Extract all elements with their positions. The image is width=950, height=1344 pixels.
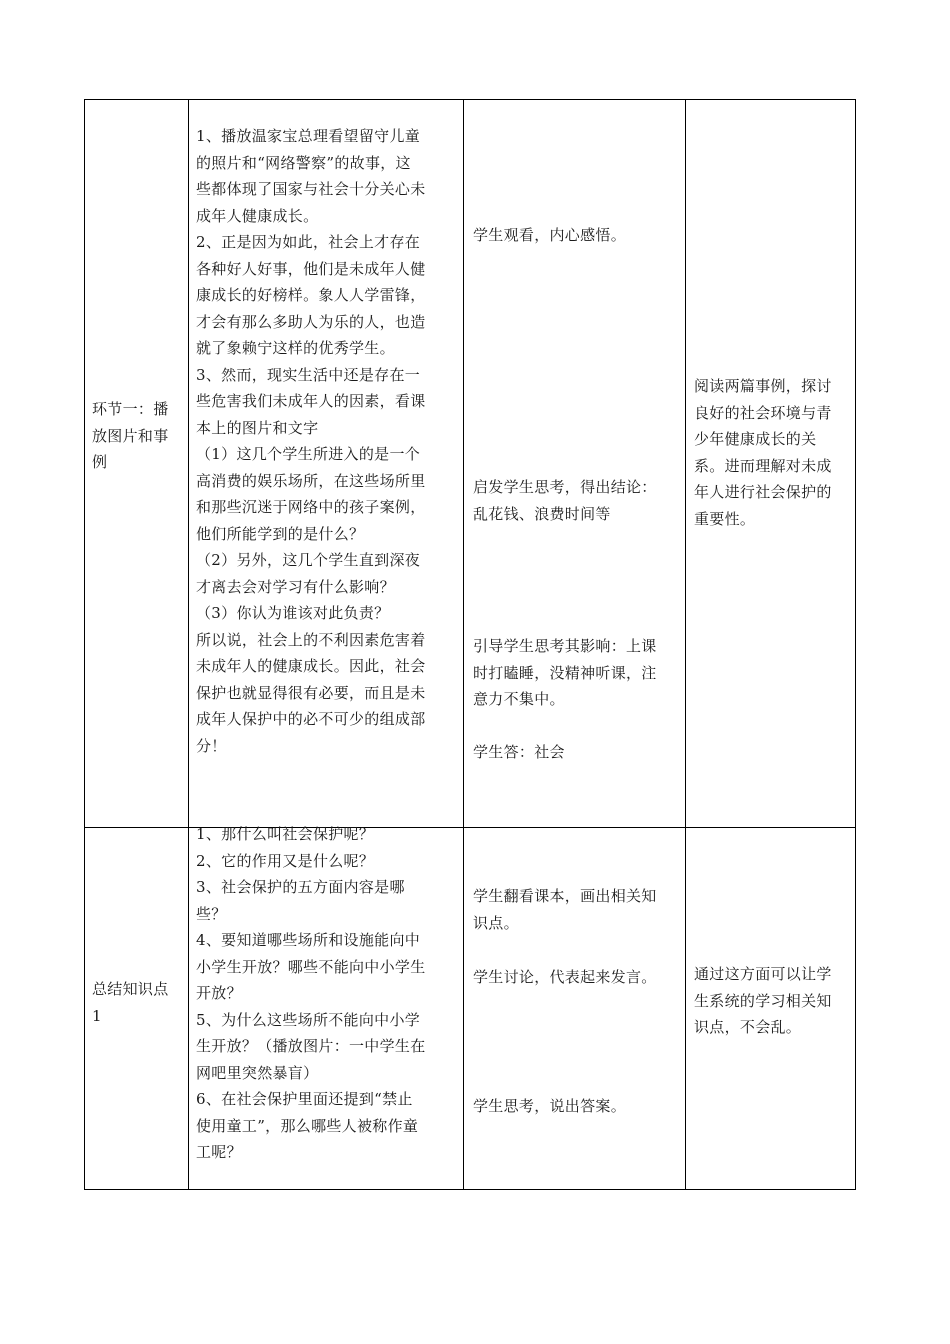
stage-line: 1 bbox=[92, 1006, 102, 1025]
stage-line: 放图片和事 bbox=[92, 426, 169, 445]
row2-student-block bbox=[473, 1093, 626, 1120]
lesson-plan-table bbox=[84, 99, 856, 1190]
teacher-line: 就了象赖宁这样的优秀学生。 bbox=[196, 339, 395, 357]
column-divider bbox=[188, 99, 189, 1190]
teacher-line: 2、正是因为如此，社会上才存在 bbox=[196, 233, 421, 251]
teacher-line: 1、那什么叫社会保护呢？ bbox=[196, 825, 375, 843]
purpose-line: 重要性。 bbox=[694, 509, 756, 528]
student-line: 学生翻看课本，画出相关知 bbox=[473, 887, 657, 905]
student-line: 学生讨论，代表起来发言。 bbox=[473, 968, 657, 986]
teacher-line: 保护也就显得很有必要，而且是未 bbox=[196, 683, 426, 702]
row2-purpose-cell bbox=[694, 961, 832, 1041]
teacher-line: 和那些沉迷于网络中的孩子案例， bbox=[196, 498, 426, 516]
row2-student-block bbox=[473, 964, 657, 991]
student-line: 学生答：社会 bbox=[473, 743, 565, 761]
teacher-line: 4、要知道哪些场所和设施能向中 bbox=[196, 931, 421, 949]
student-line: 识点。 bbox=[473, 913, 519, 932]
teacher-line: 3、社会保护的五方面内容是哪 bbox=[196, 878, 405, 896]
teacher-line: 3、然而，现实生活中还是存在一 bbox=[196, 365, 421, 384]
row1-student-block bbox=[473, 222, 626, 249]
teacher-line: 生开放？（播放图片：一中学生在 bbox=[196, 1037, 426, 1055]
teacher-line: 他们所能学到的是什么？ bbox=[196, 524, 365, 543]
teacher-line: 才会有那么多助人为乐的人，也造 bbox=[196, 312, 426, 331]
teacher-line: 6、在社会保护里面还提到“禁止 bbox=[196, 1090, 413, 1108]
teacher-line: 分！ bbox=[196, 736, 227, 755]
teacher-line: 成年人健康成长。 bbox=[196, 206, 319, 225]
table-border-top bbox=[84, 99, 856, 100]
teacher-line: （2）另外，这几个学生直到深夜 bbox=[196, 551, 421, 569]
teacher-line: 成年人保护中的必不可少的组成部 bbox=[196, 710, 426, 728]
row1-student-block bbox=[473, 474, 657, 527]
teacher-line: 些都体现了国家与社会十分关心未 bbox=[196, 180, 426, 198]
table-border-left bbox=[84, 99, 85, 1190]
purpose-line: 阅读两篇事例，探讨 bbox=[694, 377, 832, 395]
row1-stage-cell bbox=[92, 396, 169, 476]
student-line: 启发学生思考，得出结论： bbox=[473, 478, 657, 496]
teacher-line: 康成长的好榜样。象人人学雷锋， bbox=[196, 286, 426, 304]
student-line: 意力不集中。 bbox=[473, 690, 565, 708]
teacher-line: 开放？ bbox=[196, 984, 242, 1002]
teacher-line: 1、播放温家宝总理看望留守儿童 bbox=[196, 127, 421, 145]
row1-purpose-cell bbox=[694, 373, 832, 532]
purpose-line: 识点，不会乱。 bbox=[694, 1018, 802, 1036]
column-divider bbox=[685, 99, 686, 1190]
teacher-line: 使用童工”，那么哪些人被称作童 bbox=[196, 1116, 419, 1135]
teacher-line: （3）你认为谁该对此负责？ bbox=[196, 604, 390, 622]
teacher-line: 所以说，社会上的不利因素危害着 bbox=[196, 630, 426, 649]
row1-student-block bbox=[473, 633, 657, 713]
stage-line: 环节一：播 bbox=[92, 400, 169, 418]
teacher-line: 工呢？ bbox=[196, 1143, 242, 1161]
teacher-line: （1）这几个学生所进入的是一个 bbox=[196, 445, 421, 463]
teacher-line: 些危害我们未成年人的因素，看课 bbox=[196, 392, 426, 410]
teacher-line: 才离去会对学习有什么影响？ bbox=[196, 577, 395, 596]
purpose-line: 生系统的学习相关知 bbox=[694, 991, 832, 1010]
teacher-line: 未成年人的健康成长。因此，社会 bbox=[196, 657, 426, 675]
row1-student-block bbox=[473, 739, 565, 766]
teacher-line: 本上的图片和文字 bbox=[196, 418, 319, 437]
teacher-line: 各种好人好事，他们是未成年人健 bbox=[196, 259, 426, 278]
stage-line: 例 bbox=[92, 453, 108, 471]
teacher-line: 的照片和“网络警察”的故事，这 bbox=[196, 153, 411, 172]
teacher-line: 网吧里突然暴盲） bbox=[196, 1063, 319, 1082]
purpose-line: 良好的社会环境与青 bbox=[694, 403, 832, 422]
row2-stage-cell bbox=[92, 976, 169, 1029]
stage-line: 总结知识点 bbox=[92, 980, 169, 998]
teacher-line: 些？ bbox=[196, 904, 227, 923]
teacher-line: 2、它的作用又是什么呢？ bbox=[196, 851, 375, 870]
purpose-line: 年人进行社会保护的 bbox=[694, 483, 832, 501]
row1-teacher-cell bbox=[196, 123, 426, 759]
student-line: 学生观看，内心感悟。 bbox=[473, 226, 627, 244]
student-line: 引导学生思考其影响：上课 bbox=[473, 637, 657, 655]
student-line: 时打瞌睡，没精神听课，注 bbox=[473, 663, 657, 682]
column-divider bbox=[463, 99, 464, 1190]
teacher-line: 5、为什么这些场所不能向中小学 bbox=[196, 1010, 421, 1029]
row2-student-block bbox=[473, 883, 657, 936]
teacher-line: 高消费的娱乐场所，在这些场所里 bbox=[196, 471, 426, 490]
table-border-bottom bbox=[84, 1189, 856, 1190]
student-line: 乱花钱、浪费时间等 bbox=[473, 504, 611, 523]
purpose-line: 系。进而理解对未成 bbox=[694, 456, 832, 475]
table-border-right bbox=[855, 99, 856, 1190]
purpose-line: 少年健康成长的关 bbox=[694, 430, 817, 448]
row2-teacher-cell bbox=[196, 821, 426, 1166]
student-line: 学生思考，说出答案。 bbox=[473, 1097, 627, 1115]
teacher-line: 小学生开放？哪些不能向中小学生 bbox=[196, 957, 426, 976]
purpose-line: 通过这方面可以让学 bbox=[694, 965, 832, 983]
